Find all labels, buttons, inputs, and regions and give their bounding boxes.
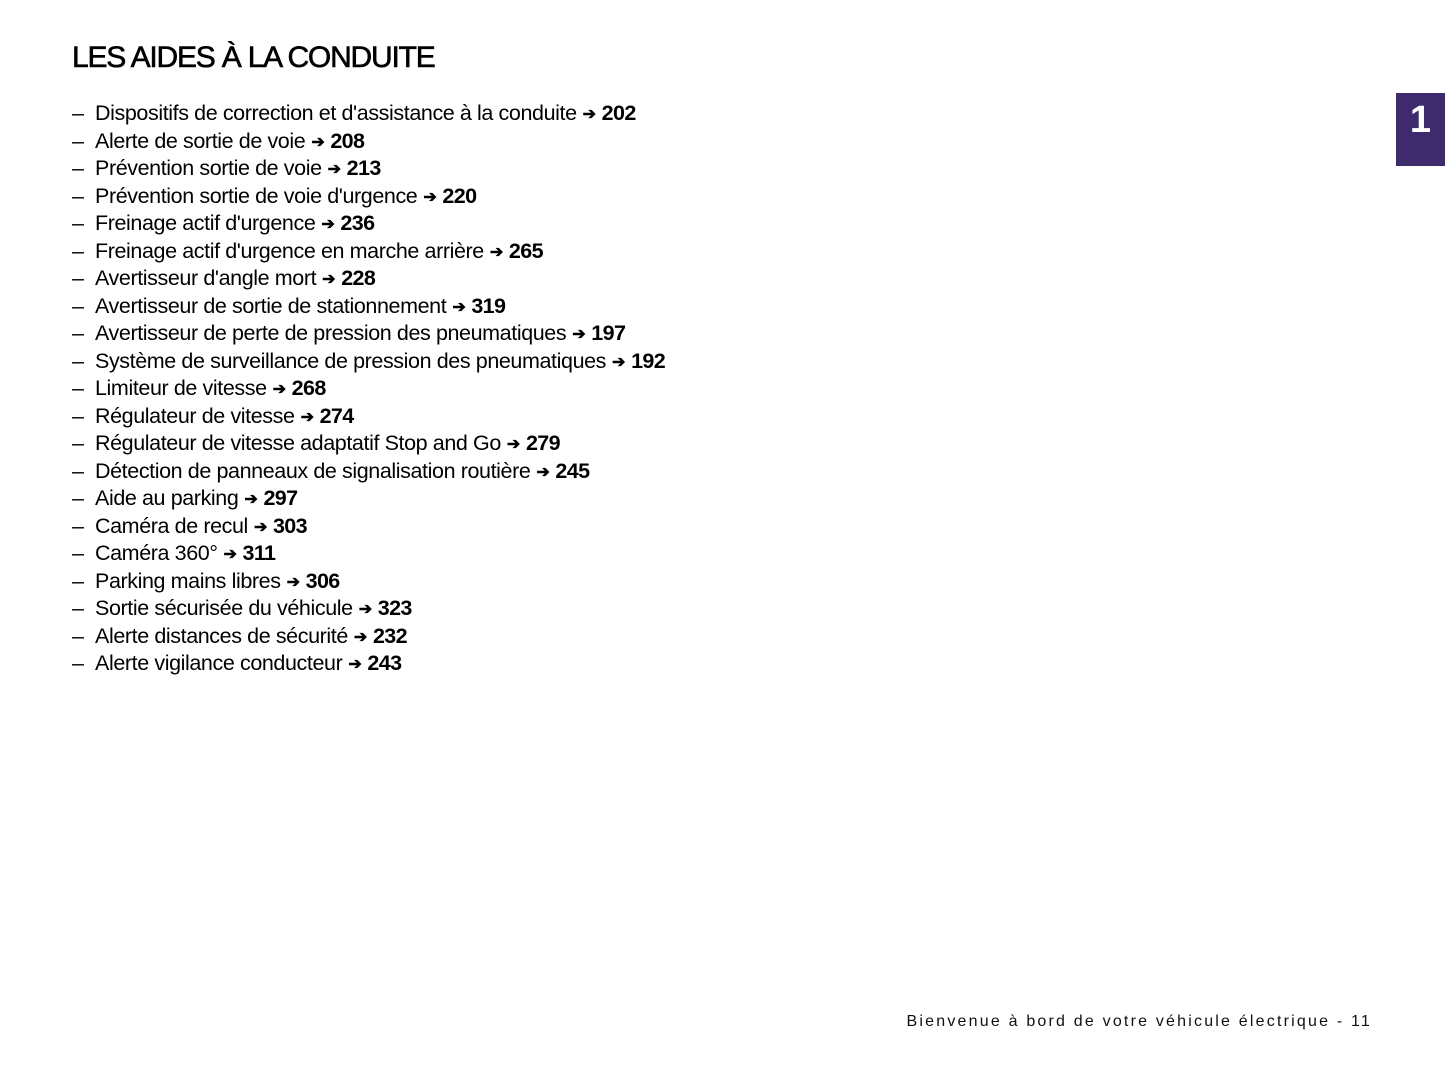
dash-bullet: –: [72, 211, 84, 235]
arrow-right-icon: ➔: [322, 271, 336, 288]
toc-item-label: Dispositifs de correction et d'assistance à la conduite: [95, 101, 577, 125]
toc-item-label: Limiteur de vitesse: [95, 376, 267, 400]
arrow-right-icon: ➔: [423, 188, 437, 206]
toc-item[interactable]: [72, 486, 665, 514]
toc-item-label: Régulateur de vitesse adaptatif Stop and Go: [95, 431, 501, 455]
toc-item[interactable]: [72, 101, 665, 129]
page-reference-link[interactable]: 228: [341, 266, 376, 290]
toc-item-label: Alerte distances de sécurité: [95, 623, 348, 648]
toc-item-label: Alerte vigilance conducteur: [95, 651, 343, 675]
arrow-right-icon: ➔: [572, 326, 586, 343]
dash-bullet: –: [72, 596, 84, 620]
page-reference-link[interactable]: 311: [242, 541, 276, 565]
toc-item-label: Avertisseur de perte de pression des pneumatiques: [95, 321, 567, 345]
arrow-right-icon: ➔: [358, 601, 372, 618]
page-reference-link[interactable]: 243: [367, 651, 402, 675]
toc-item-label: Prévention sortie de voie: [95, 156, 322, 180]
page-reference-link[interactable]: 297: [263, 486, 298, 510]
toc-item[interactable]: [72, 376, 665, 404]
dash-bullet: –: [72, 513, 84, 538]
dash-bullet: –: [72, 431, 84, 455]
dash-bullet: –: [72, 128, 84, 153]
arrow-right-icon: ➔: [321, 216, 335, 233]
toc-item[interactable]: [72, 651, 665, 679]
page-reference-link[interactable]: 192: [631, 348, 666, 373]
dash-bullet: –: [72, 568, 84, 593]
arrow-right-icon: ➔: [353, 628, 367, 646]
page-reference-link[interactable]: 303: [272, 513, 308, 538]
page-reference-link[interactable]: 220: [442, 183, 477, 208]
arrow-right-icon: ➔: [327, 161, 341, 178]
page-title: LES AIDES À LA CONDUITE: [72, 41, 435, 74]
toc-item-label: Aide au parking: [95, 486, 239, 510]
dash-bullet: –: [72, 651, 84, 675]
toc-item-label: Parking mains libres: [95, 568, 281, 593]
toc-item[interactable]: [72, 404, 665, 432]
page-reference-link[interactable]: 306: [305, 568, 340, 593]
arrow-right-icon: ➔: [452, 298, 466, 316]
toc-item[interactable]: [72, 624, 665, 652]
dash-bullet: –: [72, 266, 84, 290]
toc-item-label: Régulateur de vitesse: [95, 403, 295, 428]
chapter-number: 1: [1409, 99, 1432, 141]
dash-bullet: –: [72, 238, 84, 263]
toc-item[interactable]: [72, 266, 665, 294]
page-reference-link[interactable]: 197: [591, 321, 626, 345]
toc-item[interactable]: [72, 541, 665, 569]
chapter-tab[interactable]: [1396, 93, 1445, 166]
toc-item-label: Système de surveillance de pression des pneumatiques: [95, 348, 607, 373]
toc-item[interactable]: [72, 596, 665, 624]
page-reference-link[interactable]: 323: [377, 596, 412, 620]
page-reference-link[interactable]: 265: [508, 238, 543, 263]
arrow-right-icon: ➔: [244, 491, 258, 508]
dash-bullet: –: [72, 183, 84, 208]
toc-item-label: Détection de panneaux de signalisation routière: [95, 458, 531, 483]
toc-item-label: Caméra de recul: [95, 513, 248, 538]
toc-item-label: Freinage actif d'urgence: [95, 211, 316, 235]
dash-bullet: –: [72, 486, 84, 510]
dash-bullet: –: [72, 458, 84, 483]
page-reference-link[interactable]: 236: [340, 211, 375, 235]
dash-bullet: –: [72, 156, 84, 180]
arrow-right-icon: ➔: [300, 408, 314, 426]
dash-bullet: –: [72, 348, 84, 373]
arrow-right-icon: ➔: [348, 656, 362, 673]
arrow-right-icon: ➔: [536, 463, 550, 481]
page-reference-link[interactable]: 279: [525, 431, 561, 455]
toc-item-label: Alerte de sortie de voie: [95, 128, 306, 153]
arrow-right-icon: ➔: [506, 436, 520, 453]
toc-item-label: Sortie sécurisée du véhicule: [95, 596, 353, 620]
page-reference-link[interactable]: 202: [601, 101, 636, 125]
dash-bullet: –: [72, 101, 84, 125]
toc-item[interactable]: [72, 129, 665, 157]
toc-item-label: Caméra 360°: [95, 541, 218, 565]
arrow-right-icon: ➔: [286, 573, 300, 591]
dash-bullet: –: [72, 541, 84, 565]
toc-item[interactable]: [72, 569, 665, 597]
arrow-right-icon: ➔: [489, 243, 503, 261]
toc-item-label: Avertisseur de sortie de stationnement: [95, 293, 447, 318]
arrow-right-icon: ➔: [223, 546, 237, 563]
dash-bullet: –: [72, 623, 84, 648]
page-reference-link[interactable]: 319: [471, 293, 506, 318]
page-reference-link[interactable]: 208: [330, 128, 365, 153]
toc-item[interactable]: [72, 211, 665, 239]
toc-item[interactable]: [72, 184, 665, 212]
dash-bullet: –: [72, 403, 84, 428]
toc-item[interactable]: [72, 431, 665, 459]
arrow-right-icon: ➔: [582, 106, 596, 123]
toc-item[interactable]: [72, 294, 665, 322]
toc-item[interactable]: [72, 156, 665, 184]
page-reference-link[interactable]: 274: [319, 403, 354, 428]
arrow-right-icon: ➔: [272, 381, 286, 398]
arrow-right-icon: ➔: [253, 518, 267, 536]
dash-bullet: –: [72, 321, 84, 345]
page-reference-link[interactable]: 268: [291, 376, 326, 400]
toc-item[interactable]: [72, 239, 665, 267]
arrow-right-icon: ➔: [612, 353, 626, 371]
toc-item[interactable]: [72, 321, 665, 349]
toc-item-label: Freinage actif d'urgence en marche arrière: [95, 238, 484, 263]
page-footer: Bienvenue à bord de votre véhicule électrique - 11: [906, 1013, 1372, 1030]
arrow-right-icon: ➔: [311, 133, 325, 151]
page-reference-link[interactable]: 213: [346, 156, 381, 180]
toc-item[interactable]: [72, 459, 665, 487]
toc-list: [72, 101, 665, 679]
dash-bullet: –: [72, 376, 84, 400]
page-reference-link[interactable]: 232: [372, 623, 408, 648]
page-reference-link[interactable]: 245: [555, 458, 590, 483]
toc-item-label: Avertisseur d'angle mort: [95, 266, 317, 290]
dash-bullet: –: [72, 293, 84, 318]
toc-item[interactable]: [72, 514, 665, 542]
toc-item-label: Prévention sortie de voie d'urgence: [95, 183, 418, 208]
toc-item[interactable]: [72, 349, 665, 377]
